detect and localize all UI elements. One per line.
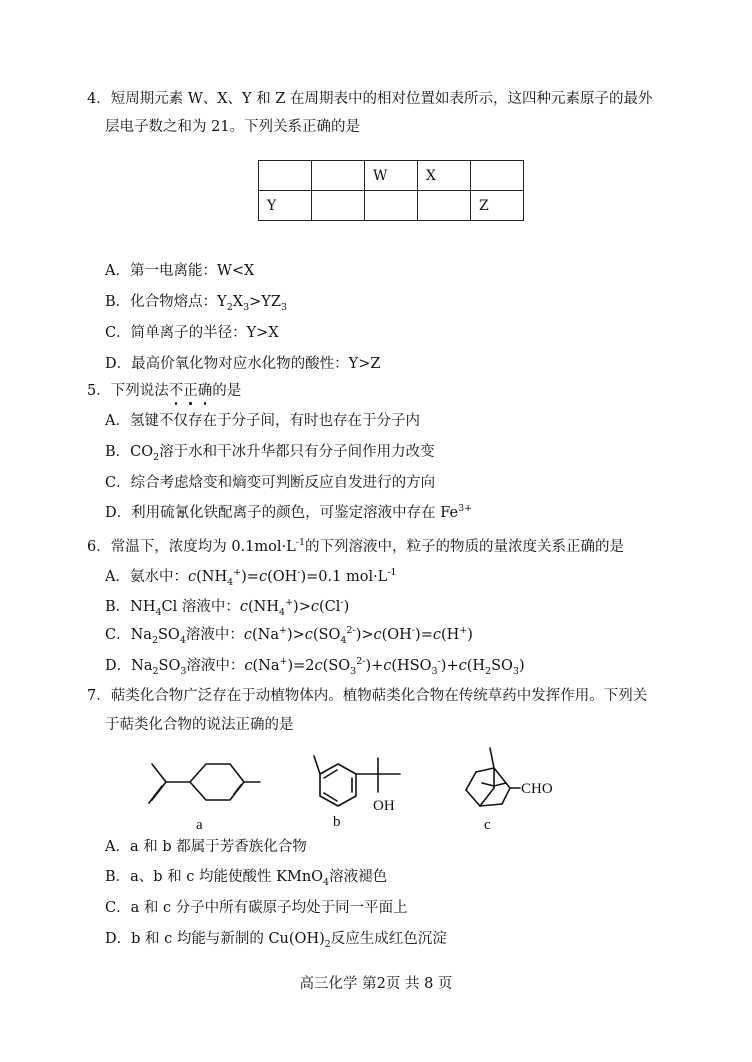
methyl [152, 764, 166, 782]
text: )=0.1 mol·L [300, 569, 388, 585]
text: )+ [365, 658, 384, 674]
italic-c: c [432, 627, 441, 643]
emphasis-char: 不 [168, 383, 184, 399]
subscript: 2 [324, 938, 331, 950]
text: ) [467, 627, 473, 643]
subscript: 2 [153, 451, 160, 463]
subscript: 4 [340, 634, 347, 646]
italic-c: c [258, 569, 268, 585]
text: B．化合物熔点：Y [105, 294, 227, 310]
bond [480, 804, 502, 806]
text: )= [415, 627, 433, 643]
italic-c: c [373, 627, 382, 643]
text: B．NH [105, 599, 156, 615]
methyl [490, 748, 494, 768]
superscript: + [233, 567, 242, 579]
italic-c: c [458, 658, 467, 674]
text: X [232, 294, 244, 310]
text: SO [491, 658, 513, 674]
superscript: + [285, 597, 294, 609]
bond [476, 768, 494, 772]
table-cell: Z [471, 191, 524, 221]
superscript: - [297, 567, 301, 579]
text: )> [355, 627, 374, 643]
text: SO [158, 658, 181, 674]
table-cell: X [418, 161, 471, 191]
subscript: 4 [323, 876, 330, 888]
text: 的是 [212, 383, 242, 399]
table-cell: Y [259, 191, 312, 221]
label-a: a [196, 817, 203, 833]
text: SO [157, 627, 180, 643]
subscript: 2 [151, 634, 158, 646]
superscript: + [278, 625, 287, 637]
emphasis-char: 确 [197, 383, 213, 399]
q7-stem-line2: 于萜类化合物的说法正确的是 [105, 717, 294, 733]
methyl [482, 783, 494, 786]
text: (NH [196, 569, 228, 585]
text: D．利用硫氰化铁配离子的颜色，可鉴定溶液中存在 Fe [105, 505, 459, 521]
superscript: 3+ [458, 503, 473, 515]
q7-stem-line1: 7．萜类化合物广泛存在于动植物体内。植物萜类化合物在传统草药中发挥作用。下列关 [87, 688, 648, 704]
text: )= [241, 569, 259, 585]
text: (HSO [391, 658, 432, 674]
text: (OH [381, 627, 412, 643]
superscript: + [459, 625, 468, 637]
text: (SO [322, 658, 351, 674]
page-footer: 高三化学 第2页 共 8 页 [299, 976, 453, 992]
superscript: -1 [387, 567, 397, 579]
ring-a [190, 764, 244, 800]
text: 溶液褪色 [329, 869, 388, 885]
subscript: 4 [279, 606, 286, 618]
text: 溶于水和干冰升华都只有分子间作用力改变 [159, 444, 435, 460]
bond [502, 788, 510, 804]
text: 溶液中： [186, 658, 245, 674]
text: 6．常温下，浓度均为 0.1mol·L [87, 539, 296, 555]
q7-option-d [105, 931, 447, 950]
text: A．氨水中： [105, 569, 188, 585]
q4-stem-line2: 层电子数之和为 21。下列关系正确的是 [105, 119, 361, 135]
text: )=2 [287, 658, 315, 674]
table-cell: W [365, 161, 418, 191]
bridge [480, 788, 494, 806]
superscript: -1 [295, 537, 306, 549]
subscript: 4 [227, 576, 234, 588]
double-bond [149, 786, 162, 803]
text: C．Na [105, 627, 152, 643]
text: (SO [312, 627, 341, 643]
oh-label: OH [373, 798, 395, 814]
text: )+ [440, 658, 459, 674]
text: (OH [267, 569, 298, 585]
label-b: b [333, 814, 341, 830]
text: Cl 溶液中： [161, 599, 240, 615]
text: 反应生成红色沉淀 [330, 931, 447, 947]
superscript: - [437, 656, 441, 668]
subscript: 3 [280, 301, 287, 313]
bond [466, 772, 476, 790]
italic-c: c [383, 658, 392, 674]
text: (Cl [318, 599, 341, 615]
italic-c: c [187, 569, 197, 585]
italic-c: c [244, 658, 253, 674]
italic-c: c [239, 599, 249, 615]
italic-c: c [243, 627, 252, 643]
text: )> [286, 627, 305, 643]
structure-c [466, 748, 520, 806]
bond [466, 790, 480, 806]
q5-option-c: C．综合考虑焓变和熵变可判断反应自发进行的方向 [105, 475, 436, 491]
subscript: 3 [243, 301, 250, 313]
subscript: 2 [485, 665, 492, 677]
text: 5．下列说法 [87, 383, 169, 399]
text: >YZ [249, 294, 281, 310]
italic-c: c [310, 599, 319, 615]
subscript: 2 [226, 301, 233, 313]
q7-option-a: A．a 和 b 都属于芳香族化合物 [105, 839, 307, 855]
subscript: 4 [155, 606, 162, 618]
q4-stem-line1: 4．短周期元素 W、X、Y 和 Z 在周期表中的相对位置如表所示，这四种元素原子的最外 [87, 91, 653, 107]
emphasis-char: 正 [183, 383, 198, 399]
text: 溶液中： [185, 627, 244, 643]
methyl [314, 756, 320, 774]
subscript: 3 [431, 665, 438, 677]
structure-a [149, 764, 260, 803]
text: (Na [251, 627, 279, 643]
subscript: 3 [180, 665, 187, 677]
q4-option-c: C．简单离子的半径：Y>X [105, 325, 279, 341]
italic-c: c [304, 627, 313, 643]
superscript: 2- [356, 656, 366, 668]
text: (Na [252, 658, 280, 674]
text: D．b 和 c 均能与新制的 Cu(OH) [105, 931, 325, 947]
q4-option-a: A．第一电离能：W<X [105, 263, 255, 279]
italic-c: c [314, 658, 323, 674]
q4-option-d: D．最高价氧化物对应水化物的酸性：Y>Z [105, 356, 381, 372]
superscript: + [279, 656, 288, 668]
text: B．CO [105, 444, 154, 460]
cho-label: CHO [521, 781, 553, 797]
superscript: - [411, 625, 416, 637]
label-c: c [484, 817, 491, 833]
text: 的下列溶液中，粒子的物质的量浓度关系正确的是 [305, 539, 625, 555]
subscript: 2 [152, 665, 159, 677]
double-bond [234, 785, 241, 794]
subscript: 4 [179, 634, 186, 646]
q7-option-c: C．a 和 c 分子中所有碳原子均处于同一平面上 [105, 900, 408, 916]
text: (H [466, 658, 486, 674]
methyl [494, 783, 506, 786]
benzene-ring [320, 764, 356, 806]
q5-option-a: A．氢键不仅存在于分子间，有时也存在于分子内 [105, 413, 420, 429]
text: ) [518, 658, 525, 674]
text: (H [440, 627, 460, 643]
text: (NH [248, 599, 280, 615]
text: )> [293, 599, 311, 615]
subscript: 3 [350, 665, 357, 677]
text: D．Na [105, 658, 153, 674]
subscript: 3 [512, 665, 519, 677]
text: ) [343, 599, 350, 615]
superscript: - [340, 597, 344, 609]
text: B．a、b 和 c 均能使酸性 KMnO [105, 869, 324, 885]
q7-option-b [105, 869, 388, 888]
superscript: 2- [346, 625, 356, 637]
